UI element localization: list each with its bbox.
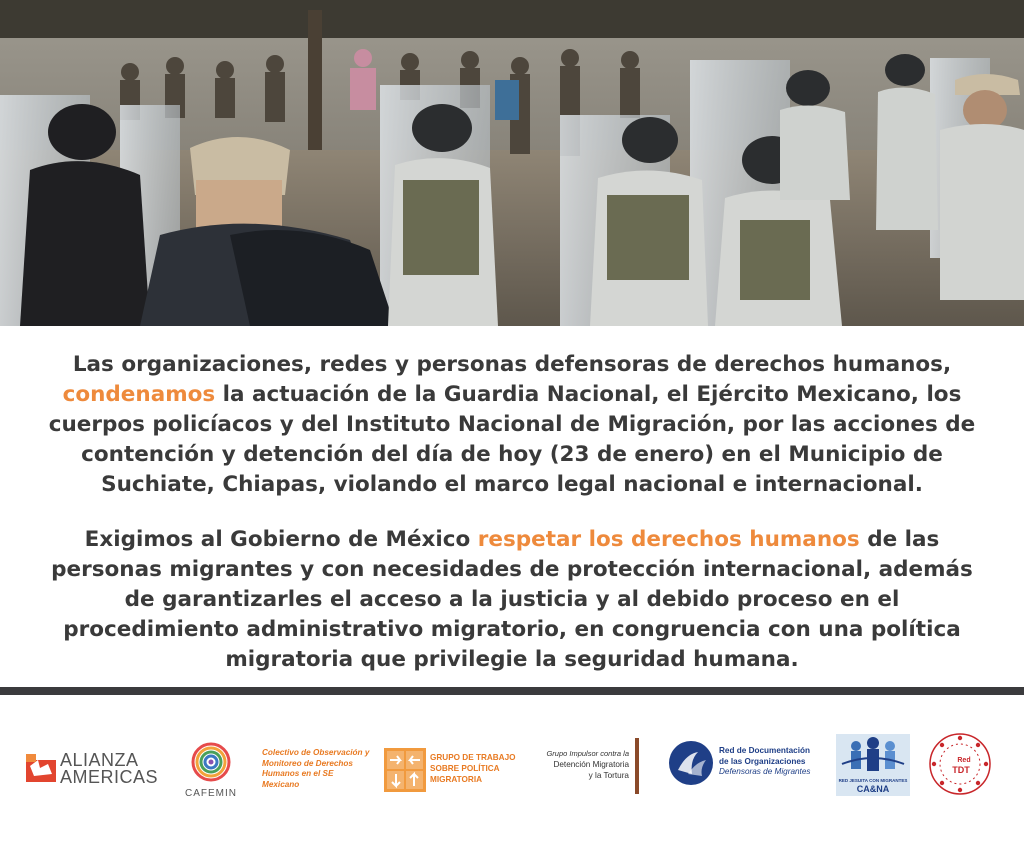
alianza-line-1: ALIANZA [60,750,139,770]
statement-1-text-after: la actuación de la Guardia Nacional, el Ejército Mexicano, los cuerpos policíacos y del Instituto Nacional de Migración, por las acciones de contención y detención del día de hoy (23 de enero) en el Municipio de Suchiate, Chiapas, violando el marco legal nacional e internacional. [48,382,976,497]
redodem-circle-icon [668,740,714,786]
statement-2-text-after: de las personas migrantes y con necesidades de protección internacional, además de garantizarles el acceso a la justicia y al debido proceso en el procedimiento administrativo migratorio, en congruencia con una política migratoria que privilegie la seguridad humana. [51,527,973,672]
header-photo [0,0,1024,326]
logos-strip [0,700,1024,850]
alianza-line-2: AMERICAS [60,767,159,787]
statement-1-highlight: condenamos [62,382,216,407]
colectivo-text: Colectivo de Observación y Monitoreo de Derechos Humanos en el SE Mexicano [262,748,370,789]
red-tdt-seal-icon [928,732,992,796]
statement-2-highlight: respetar los derechos humanos [477,527,860,552]
canna-line-2: CA&NA [856,784,890,794]
logo-alianza-americas [26,750,171,790]
statement-paragraph-2 [40,525,984,675]
grupo-impulsor-line-3: y la Tortura [588,771,629,780]
logo-red-jesuita-canna [836,734,910,796]
logo-grupo-impulsor [533,738,639,794]
photo-guardia-nacional-shields [0,0,1024,326]
statement-2-text-before: Exigimos al Gobierno de México [84,527,478,552]
canna-line-1: RED JESUITA CON MIGRANTES [838,778,908,783]
cafemin-name: CAFEMIN [185,788,237,799]
logo-redodem [668,740,818,788]
statement [40,350,984,700]
divider [0,687,1024,695]
redodem-line-1: Red de Documentación [719,746,810,755]
alianza-mark-icon [26,754,56,782]
grupo-impulsor-line-2: Detención Migratoria [553,760,629,769]
logo-colectivo-observacion [262,748,370,790]
red-tdt-line-2: TDT [952,765,970,775]
grupo-trabajo-arrows-icon [384,748,426,792]
logo-grupo-trabajo [384,748,518,792]
redodem-line-2: de las Organizaciones [719,756,806,766]
redodem-line-3: Defensoras de Migrantes [719,767,811,776]
grupo-impulsor-bar [635,738,639,794]
logo-red-tdt [928,732,992,796]
red-tdt-line-1: Red [957,757,971,764]
grupo-impulsor-line-1: Grupo Impulsor contra la [546,749,629,758]
grupo-trabajo-text: GRUPO DE TRABAJO SOBRE POLÍTICA MIGRATORIA [430,753,516,784]
logo-cafemin [180,742,242,802]
statement-paragraph-1 [40,350,984,500]
statement-1-text-before: Las organizaciones, redes y personas defensoras de derechos humanos, [72,352,952,377]
cafemin-rings-icon [191,742,231,782]
